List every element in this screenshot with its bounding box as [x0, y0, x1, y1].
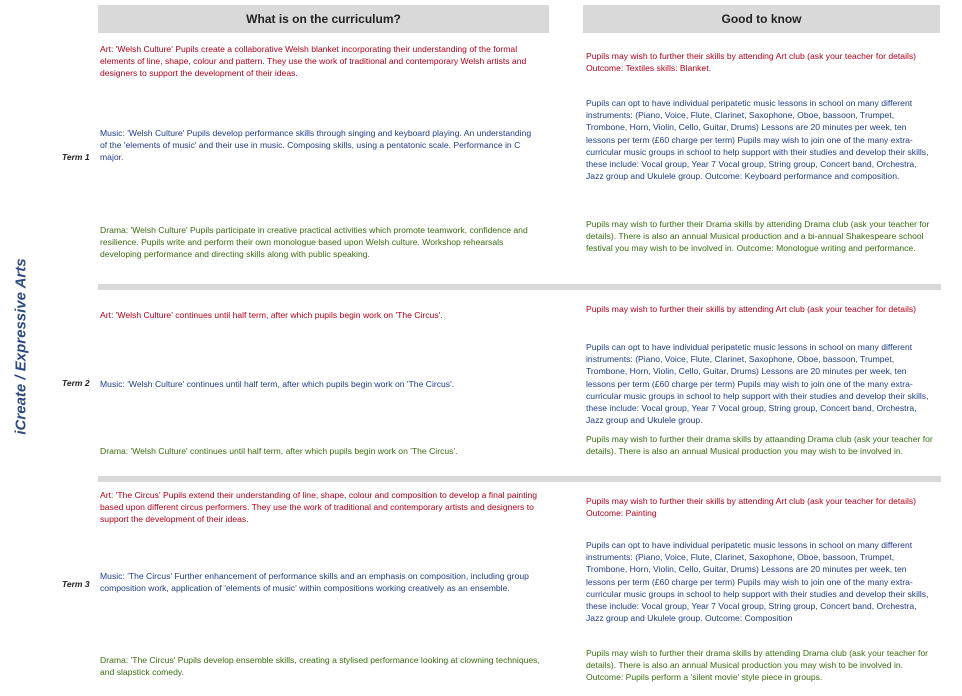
term-separator — [98, 284, 941, 290]
side-title-text: iCreate / Expressive Arts — [12, 257, 30, 435]
term-2-label: Term 2 — [62, 378, 90, 388]
term-separator — [98, 476, 941, 482]
term-1-drama-note: Pupils may wish to further their Drama skills by attending Drama club (ask your teacher for details). There is also an annual Musical production and a bi-annual Shakespeare school festival you may wish to be involved in. Outcome: Monologue writing and performance. — [586, 219, 930, 254]
term-3-art: Art: 'The Circus' Pupils extend their understanding of line, shape, colour and composition to develop a final painting based upon different circus performers. They use the work of traditional and contemporary artists and designers to support the development of their ideas. — [100, 490, 538, 525]
term-1-art-note: Pupils may wish to further their skills by attending Art club (ask your teacher for details) Outcome: Textiles skills: Blanket. — [586, 51, 917, 74]
term-1-label: Term 1 — [62, 152, 90, 162]
header-good-to-know: Good to know — [583, 5, 940, 33]
term-3-music: Music: 'The Circus' Further enhancement of performance skills and an emphasis on composition, including group composition work, application of 'elements of music' within compositions working creatively as an ensemble. — [100, 571, 529, 594]
term-2-art: Art: 'Welsh Culture' continues until half term, after which pupils begin work on 'The Circus'. — [100, 310, 443, 320]
term-2-music-note: Pupils can opt to have individual peripatetic music lessons in school on many different instruments: (Piano, Voice, Flute, Clarinet, Saxophone, Oboe, bassoon, Trumpet, Trombone, Horn, Violin, Cello, Guitar, Drums) Lessons are 20 minutes per week, ten lessons per term (£60 charge per term) Pupils may wish to join one of the many extra-curricular music groups in school to help support with their studies and develop their skills, these include: Vocal group, Year 7 Vocal group, String group, Concert band, Orchestra, Jazz group and Ukulele group. — [586, 342, 929, 426]
header-curriculum: What is on the curriculum? — [98, 5, 549, 33]
term-3-drama-note: Pupils may wish to further their drama skills by attending Drama club (ask your teacher for details). There is also an annual Musical production you may wish to be involved in. Outcome: Pupils perform a 'silent movie' style piece in groups. — [586, 648, 928, 683]
term-1-music: Music: 'Welsh Culture' Pupils develop performance skills through singing and keyboard playing. An understanding of the 'elements of music' and their use in music. Composing skills, using a pentatonic scale. Performance in C major. — [100, 128, 532, 163]
term-2-drama-note: Pupils may wish to further their drama skills by attaanding Drama club (ask your teacher for details). There is also an annual Musical production you may wish to be involved in. — [586, 434, 933, 457]
term-3-art-note: Pupils may wish to further their skills by attending Art club (ask your teacher for details) Outcome: Painting — [586, 496, 917, 519]
term-1-drama: Drama: 'Welsh Culture' Pupils participate in creative practical activities which promote teamwork, confidence and resilience. Pupils write and perform their own monologue based upon Welsh culture. Workshop rehearsals developing performance and directing skills along with public speaking. — [100, 225, 528, 260]
term-1-music-note: Pupils can opt to have individual peripatetic music lessons in school on many different instruments: (Piano, Voice, Flute, Clarinet, Saxophone, Oboe, bassoon, Trumpet, Trombone, Horn, Violin, Cello, Guitar, Drums) Lessons are 20 minutes per week, ten lessons per term (£60 charge per term) Pupils may wish to join one of the many extra-curricular music groups in school to help support with their studies and develop their skills, these include: Vocal group, Year 7 Vocal group, String group, Concert band, Orchestra, Jazz group and Ukulele group. Outcome: Keyboard performance and composition. — [586, 98, 929, 182]
term-3-label: Term 3 — [62, 579, 90, 589]
term-1-art: Art: 'Welsh Culture' Pupils create a collaborative Welsh blanket incorporating their understanding of the formal elements of line, shape, colour and pattern. They use the work of traditional and contemporary Welsh artists and designers to support the development of their ideas. — [100, 44, 527, 79]
term-3-music-note: Pupils can opt to have individual peripatetic music lessons in school on many different instruments: (Piano, Voice, Flute, Clarinet, Saxophone, Oboe, bassoon, Trumpet, Trombone, Horn, Violin, Cello, Guitar, Drums) Lessons are 20 minutes per week, ten lessons per term (£60 charge per term) Pupils may wish to join one of the many extra-curricular music groups in school to help support with their studies and develop their skills, these include: Vocal group, Year 7 Vocal group, String group, Concert band, Orchestra, Jazz group and Ukulele group. Outcome: Composition — [586, 540, 929, 624]
term-2-music: Music: 'Welsh Culture' continues until half term, after which pupils begin work on 'The Circus'. — [100, 379, 455, 389]
side-title — [6, 257, 36, 435]
term-2-art-note: Pupils may wish to further their skills by attending Art club (ask your teacher for details) — [586, 304, 917, 314]
term-2-drama: Drama: 'Welsh Culture' continues until half term, after which pupils begin work on 'The Circus'. — [100, 446, 458, 456]
term-3-drama: Drama: 'The Circus' Pupils develop ensemble skills, creating a stylised performance looking at clowning techniques, and slapstick comedy. — [100, 655, 540, 678]
